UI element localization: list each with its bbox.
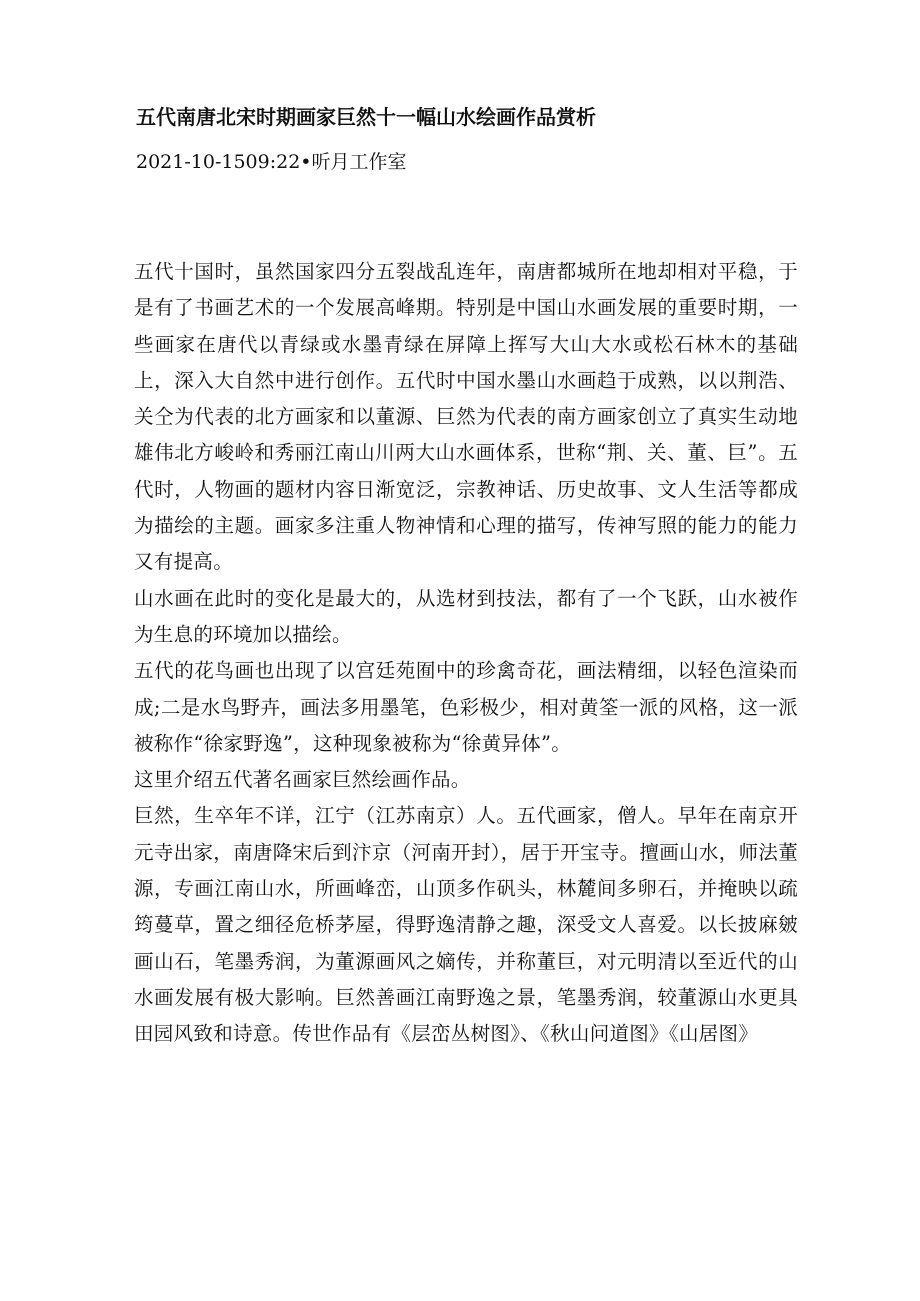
article-body bbox=[134, 254, 798, 1053]
article-meta: 2021-10-1509:22•听月工作室 bbox=[136, 151, 407, 173]
paragraph: 这里介绍五代著名画家巨然绘画作品。 bbox=[134, 768, 471, 792]
paragraph: 巨然，生卒年不详，江宁（江苏南京）人。五代画家，僧人。早年在南京开元寺出家，南唐降宋后到汴京（河南开封），居于开宝寺。擅画山水，师法董源，专画江南山水，所画峰峦，山顶多作矾头，林麓间多卵石，并掩映以疏筠蔓草，置之细径危桥茅屋，得野逸清静之趣，深受文人喜爱。以长披麻皴画山石，笔墨秀润，为董源画风之嫡传，并称董巨，对元明清以至近代的山水画发展有极大影响。巨然善画江南野逸之景，笔墨秀润，较董源山水更具田园风致和诗意。传世作品有《层峦丛树图》、《秋山问道图》《山居图》 bbox=[134, 804, 798, 1046]
paragraph: 五代的花鸟画也出现了以宫廷苑囿中的珍禽奇花，画法精细，以轻色渲染而成;二是水鸟野卉，画法多用墨笔，色彩极少，相对黄筌一派的风格，这一派被称作“徐家野逸”，这种现象被称为“徐黄异体”。 bbox=[134, 659, 798, 755]
paragraph: 五代十国时，虽然国家四分五裂战乱连年，南唐都城所在地却相对平稳，于是有了书画艺术的一个发展高峰期。特别是中国山水画发展的重要时期，一些画家在唐代以青绿或水墨青绿在屏障上挥写大山大水或松石林木的基础上，深入大自然中进行创作。五代时中国水墨山水画趋于成熟，以以荆浩、关仝为代表的北方画家和以董源、巨然为代表的南方画家创立了真实生动地雄伟北方峻岭和秀丽江南山川两大山水画体系，世称“荆、关、董、巨”。五代时，人物画的题材内容日渐宽泛，宗教神话、历史故事、文人生活等都成为描绘的主题。画家多注重人物神情和心理的描写，传神写照的能力的能力又有提高。 bbox=[134, 260, 798, 574]
paragraph: 山水画在此时的变化是最大的，从选材到技法，都有了一个飞跃，山水被作为生息的环境加以描绘。 bbox=[134, 586, 798, 646]
article-title: 五代南唐北宋时期画家巨然十一幅山水绘画作品赏析 bbox=[136, 105, 596, 129]
